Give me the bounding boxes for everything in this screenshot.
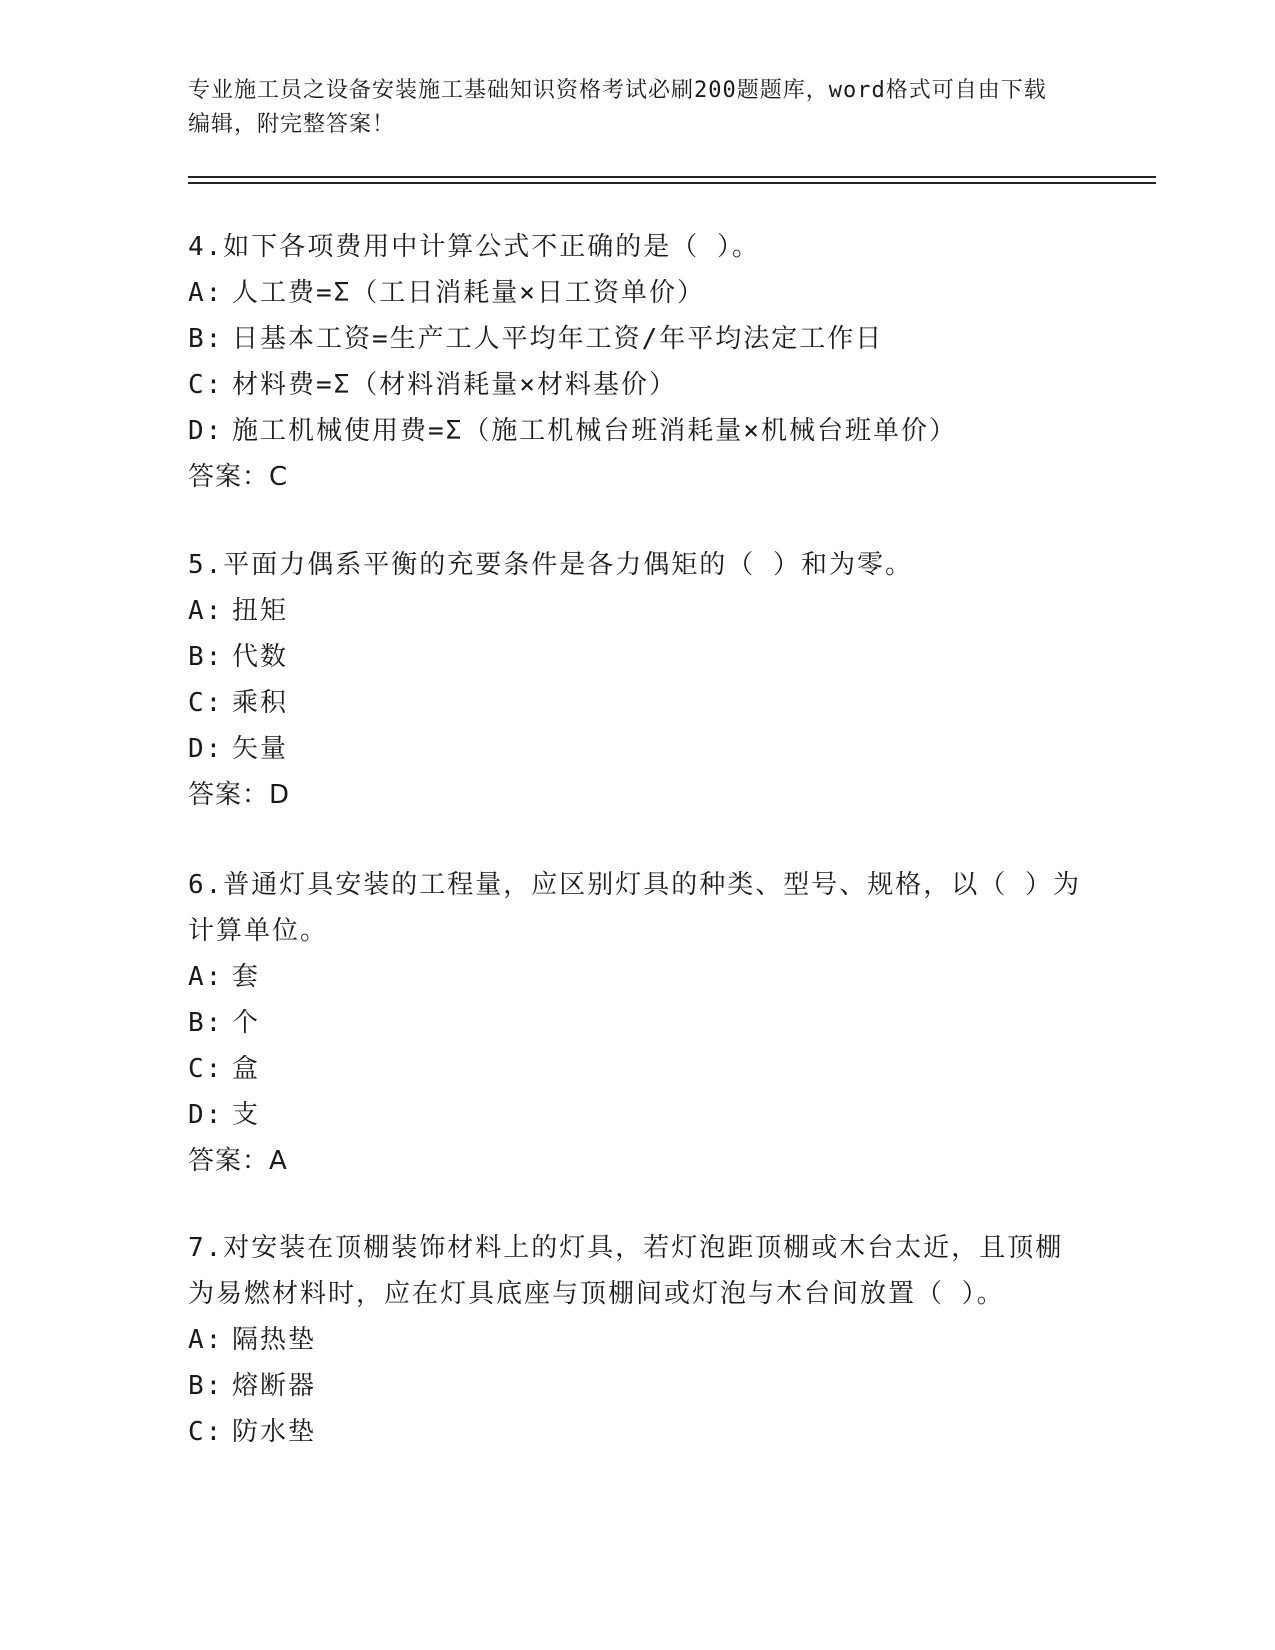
option-key: B: bbox=[188, 1008, 224, 1038]
option-key: B: bbox=[188, 324, 224, 354]
option-c bbox=[188, 1046, 1088, 1092]
document-header: 专业施工员之设备安装施工基础知识资格考试必刷200题题库，word格式可自由下载编辑，附完整答案！ bbox=[188, 78, 1047, 137]
option-text: 支 bbox=[232, 1100, 261, 1130]
option-a bbox=[188, 1317, 1088, 1363]
option-key: C: bbox=[188, 688, 224, 718]
option-key: D: bbox=[188, 734, 224, 764]
option-text: 套 bbox=[232, 962, 261, 992]
option-text: 隔热垫 bbox=[232, 1325, 317, 1355]
option-text: 代数 bbox=[232, 642, 289, 672]
option-d bbox=[188, 1092, 1088, 1138]
question-5 bbox=[188, 542, 1088, 818]
option-d bbox=[188, 726, 1088, 772]
option-text: 施工机械使用费=Σ（施工机械台班消耗量×机械台班单价） bbox=[232, 416, 957, 446]
option-b bbox=[188, 634, 1088, 680]
option-c bbox=[188, 680, 1088, 726]
option-text: 材料费=Σ（材料消耗量×材料基价） bbox=[232, 370, 677, 400]
option-c bbox=[188, 362, 1088, 408]
header-divider-top bbox=[188, 176, 1156, 178]
option-a bbox=[188, 588, 1088, 634]
option-b bbox=[188, 1000, 1088, 1046]
option-c bbox=[188, 1409, 1088, 1455]
option-a bbox=[188, 954, 1088, 1000]
option-key: B: bbox=[188, 1371, 224, 1401]
option-b bbox=[188, 1363, 1088, 1409]
header-divider-bottom bbox=[188, 182, 1156, 184]
option-d bbox=[188, 408, 1088, 454]
question-6 bbox=[188, 862, 1088, 1184]
question-stem: 6.普通灯具安装的工程量，应区别灯具的种类、型号、规格，以（ ）为计算单位。 bbox=[188, 870, 1081, 946]
answer-text: 答案：C bbox=[188, 462, 289, 492]
option-text: 扭矩 bbox=[232, 596, 289, 626]
question-stem: 4.如下各项费用中计算公式不正确的是（ ）。 bbox=[188, 232, 760, 262]
option-key: D: bbox=[188, 1100, 224, 1130]
option-key: A: bbox=[188, 1325, 224, 1355]
option-key: C: bbox=[188, 1054, 224, 1084]
option-text: 人工费=Σ（工日消耗量×日工资单价） bbox=[232, 278, 705, 308]
option-b bbox=[188, 316, 1088, 362]
option-text: 矢量 bbox=[232, 734, 289, 764]
option-a bbox=[188, 270, 1088, 316]
option-text: 熔断器 bbox=[232, 1371, 317, 1401]
option-text: 防水垫 bbox=[232, 1417, 317, 1447]
option-text: 盒 bbox=[232, 1054, 261, 1084]
question-7 bbox=[188, 1225, 1088, 1455]
question-stem: 5.平面力偶系平衡的充要条件是各力偶矩的（ ）和为零。 bbox=[188, 550, 913, 580]
option-key: C: bbox=[188, 1417, 224, 1447]
question-stem: 7.对安装在顶棚装饰材料上的灯具，若灯泡距顶棚或木台太近，且顶棚为易燃材料时，应在灯具底座与顶棚间或灯泡与木台间放置（ ）。 bbox=[188, 1233, 1064, 1309]
option-key: C: bbox=[188, 370, 224, 400]
option-text: 个 bbox=[232, 1008, 261, 1038]
option-key: A: bbox=[188, 596, 224, 626]
option-key: A: bbox=[188, 962, 224, 992]
option-key: A: bbox=[188, 278, 224, 308]
option-text: 乘积 bbox=[232, 688, 289, 718]
option-text: 日基本工资=生产工人平均年工资/年平均法定工作日 bbox=[232, 324, 884, 354]
answer-text: 答案：D bbox=[188, 780, 291, 810]
option-key: D: bbox=[188, 416, 224, 446]
answer-text: 答案：A bbox=[188, 1146, 288, 1176]
question-4 bbox=[188, 224, 1088, 500]
option-key: B: bbox=[188, 642, 224, 672]
